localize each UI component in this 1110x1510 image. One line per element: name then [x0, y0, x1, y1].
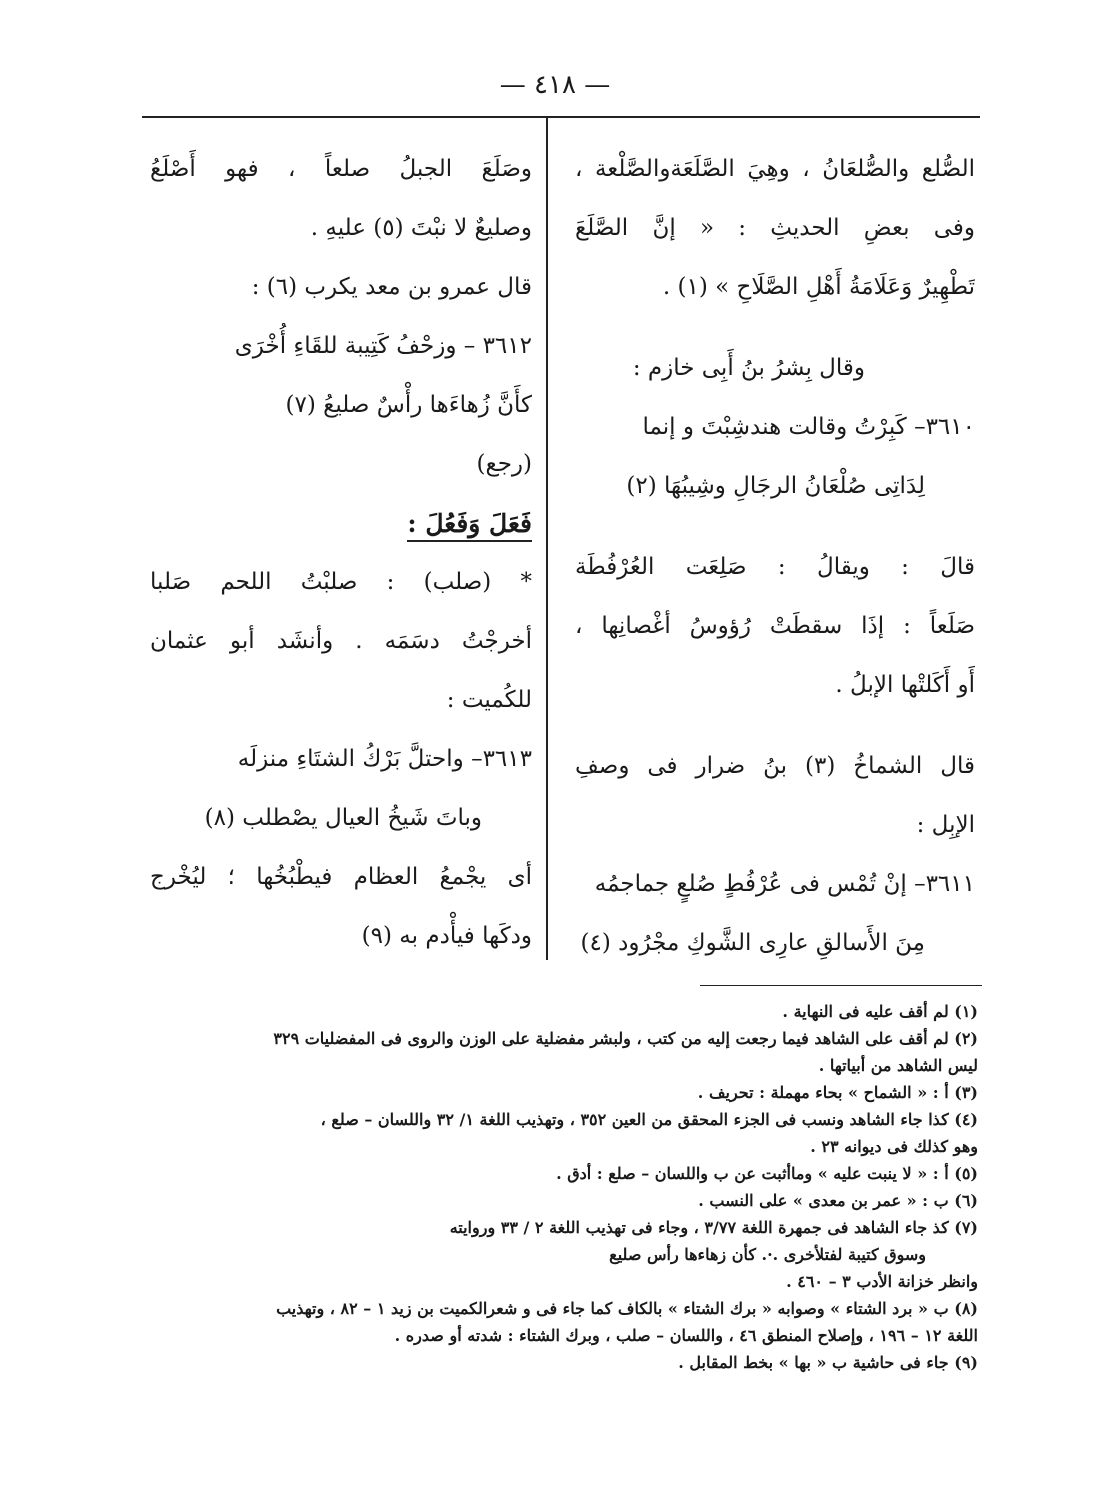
text-line: وصليعٌ لا نبْتَ (٥) عليهِ .	[310, 215, 532, 241]
text-line: للكُميت :	[446, 687, 532, 713]
text-line: وفى بعضِ الحديثِ : « إنَّ الصَّلَعَ	[575, 215, 975, 241]
text-line: وصَلَعَ الجبلُ صلعاً ، فهو أَصْلَعُ	[150, 156, 532, 182]
footnote: (٩) جاء فى حاشية ب « بها » بخط المقابل .	[678, 1353, 978, 1372]
text-line: صَلَعاً : إذَا سقطَتْ رُؤوسُ أغْصانِها ،	[575, 613, 975, 639]
verse-line: لِدَاتِى صُلْعَانُ الرجَالِ وشِيبُهَا (٢)	[626, 473, 925, 499]
text-line: * (صلب) : صلبْتُ اللحم صَلبا	[150, 569, 532, 595]
footnote: (٦) ب : « عمر بن معدى » على النسب .	[698, 1191, 978, 1210]
footnote: (٨) ب « برد الشتاء » وصوابه « برك الشتاء » بالكاف كما جاء فى و شعرالكميت بن زيد ١ – ٨٢ ، وتهذيب	[276, 1299, 978, 1318]
text-line: أخرجْتُ دسَمَه . وأنشَد أبو عثمان	[150, 628, 532, 654]
column-divider	[546, 118, 548, 960]
text-line: الإبِل :	[916, 812, 975, 838]
footnote: وانظر خزانة الأدب ٣ – ٤٦٠ .	[786, 1272, 978, 1291]
footnote: (٢) لم أقف على الشاهد فيما رجعت إليه من كتب ، ولبشر مفضلية على الوزن والروى فى المفضليات ٣٢٩	[273, 1029, 978, 1048]
footnote: (١) لم أقف عليه فى النهاية .	[782, 1002, 978, 1021]
text-line: تَطْهِيرٌ وَعَلَامَةُ أَهْلِ الصَّلَاحِ » (١) .	[662, 274, 975, 300]
verse-line: ٣٦١١– إنْ تُمْس فى عُرْفُطٍ صُلعٍ جماجمُه	[594, 871, 975, 897]
header-rule	[142, 116, 980, 118]
text-line: الصُّلع والصُّلعَانُ ، وهِيَ الصَّلَعَةوالصَّلْعة ،	[575, 156, 975, 182]
text-line: ودكَها فيأْدم به (٩)	[361, 923, 532, 949]
footnote: اللغة ١٢ – ١٩٦ ، وإصلاح المنطق ٤٦ ، واللسان – صلب ، وبرك الشتاء : شدته أو صدره .	[394, 1326, 978, 1345]
footnotes	[150, 998, 978, 1376]
text-line: قال عمرو بن معد يكرب (٦) :	[251, 274, 532, 300]
footnote: وهو كذلك فى ديوانه ٢٣ .	[810, 1137, 978, 1156]
text-line: وقال بِشرُ بنُ أَبِى خازم :	[632, 355, 865, 381]
footnote: ليس الشاهد من أبياتها .	[818, 1056, 978, 1075]
text-line: (رجع)	[476, 451, 532, 477]
footnote: (٧) كذ جاء الشاهد فى جمهرة اللغة ٣/٧٧ ، وجاء فى تهذيب اللغة ٢ / ٣٣ وروايته	[449, 1218, 978, 1237]
footnote: وسوق كتيبة لفتلأخرى .·. كأن زهاءها رأس صليع	[609, 1245, 926, 1264]
verse-line: ٣٦١٠– كَبِرْتُ وقالت هندشِبْتَ و إنما	[642, 414, 975, 440]
verse-line: ٣٦١٢ – وزحْفُ كَتِيبة للقَاءِ أُخْرَى	[234, 333, 532, 359]
section-title	[150, 494, 532, 553]
footnote-rule	[700, 985, 982, 986]
text-line: قالَ : ويقالُ : صَلِعَت العُرْفُطَة	[575, 554, 975, 580]
page-number: — ٤١٨ —	[499, 70, 611, 100]
verse-line: مِنَ الأَسالقِ عارِى الشَّوكِ مجْرُود (٤)	[580, 930, 925, 956]
left-column	[150, 140, 532, 966]
verse-line: ٣٦١٣– واحتلَّ بَرْكُ الشتَاءِ منزلَه	[237, 746, 532, 772]
right-column	[575, 140, 975, 973]
footnote: (٥) أ : « لا ينبت عليه » وماأثبت عن ب واللسان – صلع : أدق .	[556, 1164, 978, 1183]
verse-line: كأَنَّ زُهاءَها رأْسٌ صليعُ (٧)	[285, 392, 532, 418]
verse-line: وباتَ شَيخُ العيال يصْطلب (٨)	[204, 805, 482, 831]
section-title-text: فَعَلَ وَفَعُلَ :	[407, 509, 532, 542]
text-line: قال الشماخُ (٣) بنُ ضرار فى وصفِ	[575, 753, 975, 779]
text-line: أى يجْمعُ العظام فيطْبُخُها ؛ ليُخْرج	[150, 864, 532, 890]
footnote: (٣) أ : « الشماح » بحاء مهملة : تحريف .	[697, 1083, 978, 1102]
text-line: أَو أَكَلتْها الإبلُ .	[835, 672, 975, 698]
footnote: (٤) كذا جاء الشاهد ونسب فى الجزء المحقق من العين ٣٥٢ ، وتهذيب اللغة ١/ ٣٢ واللسان – صلع ،	[320, 1110, 978, 1129]
